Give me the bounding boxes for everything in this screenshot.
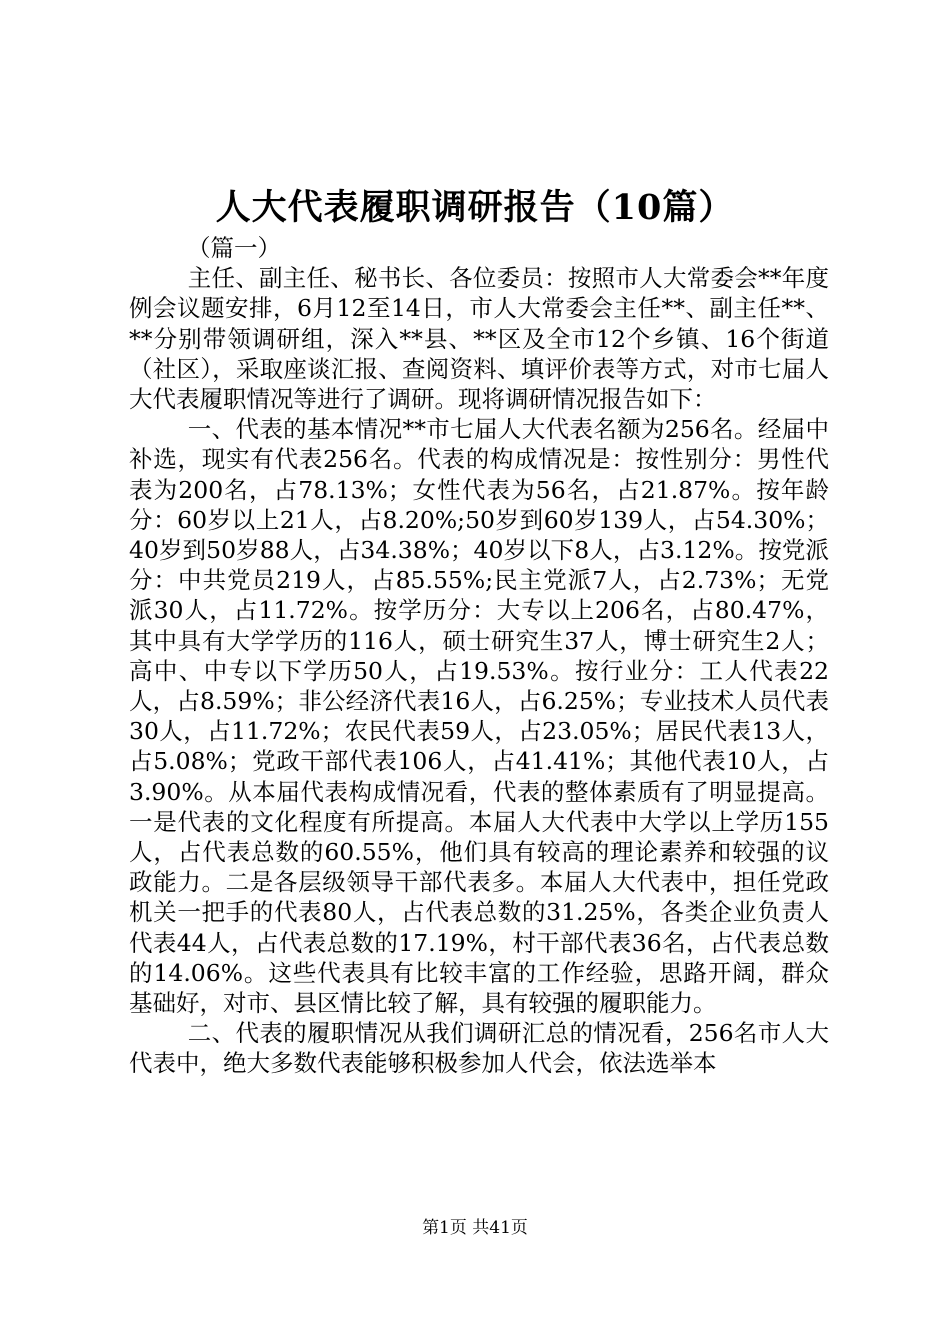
paragraph-duty-performance: 二、代表的履职情况从我们调研汇总的情况看，256名市人大代表中，绝大多数代表能够积极参加人代会，依法选举本 — [129, 1019, 829, 1078]
paragraph-basic-situation: 一、代表的基本情况**市七届人大代表名额为256名。经届中补选，现实有代表256名。代表的构成情况是：按性别分：男性代表为200名，占78.13%；女性代表为56名，占21.87%。按年龄分：60岁以上21人，占8.20%;50岁到60岁139人，占54.30%；40岁到50岁88人，占34.38%；40岁以下8人，占3.12%。按党派分：中共党员219人，占85.55%;民主党派7人，占2.73%；无党派30人，占11.72%。按学历分：大专以上206名，占80.47%，其中具有大学学历的116人，硕士研究生37人，博士研究生2人；高中、中专以下学历50人，占19.53%。按行业分：工人代表22人，占8.59%；非公经济代表16人，占6.25%；专业技术人员代表30人，占11.72%；农民代表59人，占23.05%；居民代表13人，占5.08%；党政干部代表106人，占41.41%；其他代表10人，占3.90%。从本届代表构成情况看，代表的整体素质有了明显提高。一是代表的文化程度有所提高。本届人大代表中大学以上学历155人，占代表总数的60.55%，他们具有较高的理论素养和较强的议政能力。二是各层级领导干部代表多。本届人大代表中，担任党政机关一把手的代表80人，占代表总数的31.25%，各类企业负责人代表44人，占代表总数的17.19%，村干部代表36名，占代表总数的14.06%。这些代表具有比较丰富的工作经验，思路开阔，群众基础好，对市、县区情比较了解，具有较强的履职能力。 — [129, 415, 829, 1018]
document-title: 人大代表履职调研报告（10篇） — [215, 187, 735, 228]
section-label: （篇一） — [187, 234, 281, 262]
document-body — [129, 233, 829, 1079]
page-footer: 第1页 共41页 — [422, 1218, 528, 1238]
paragraph-intro: 主任、副主任、秘书长、各位委员：按照市人大常委会**年度例会议题安排，6月12至14日，市人大常委会主任**、副主任**、**分别带领调研组，深入**县、**区及全市12个乡镇、16个街道（社区），采取座谈汇报、查阅资料、填评价表等方式，对市七届人大代表履职情况等进行了调研。现将调研情况报告如下： — [129, 264, 829, 414]
